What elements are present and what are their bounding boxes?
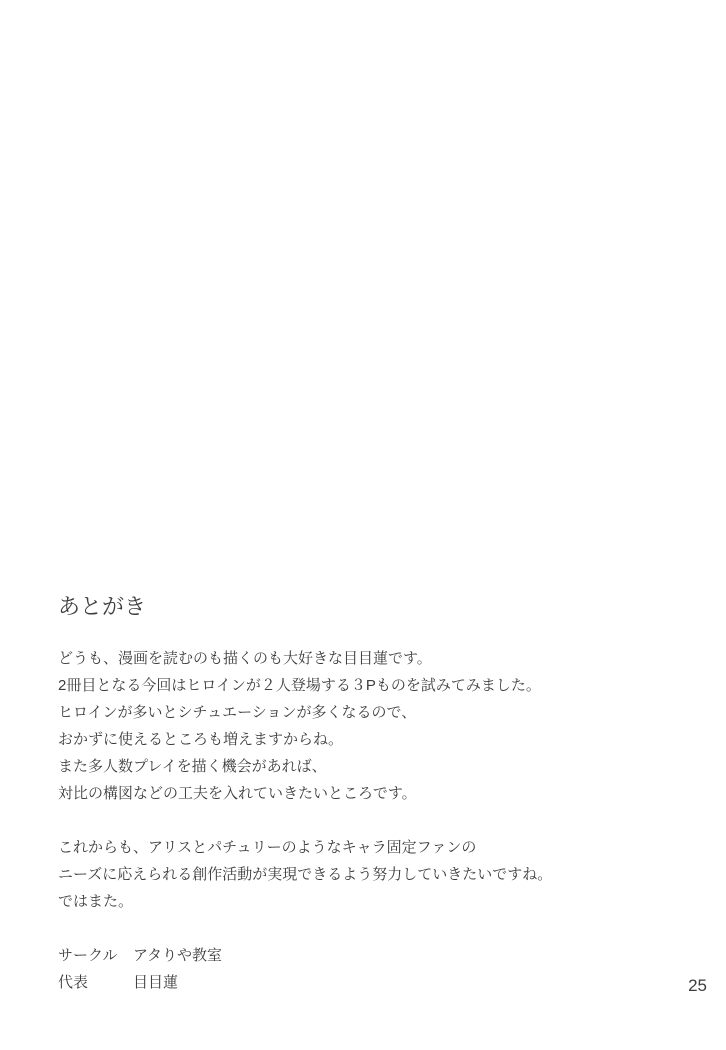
text-line: ニーズに応えられる創作活動が実現できるよう努力していきたいですね。 <box>58 866 553 883</box>
credit-value: 目目蓮 <box>133 974 179 991</box>
credit-label: サークル <box>58 947 118 964</box>
paragraph <box>58 834 668 915</box>
credit-row-circle <box>58 942 668 969</box>
afterword-content <box>58 591 668 996</box>
text-line: 2冊目となる今回はヒロインが２人登場する３Pものを試みてみました。 <box>58 677 541 694</box>
credit-label: 代表 <box>58 974 89 991</box>
text-line: ではまた。 <box>58 893 134 910</box>
text-line: 対比の構図などの工夫を入れていきたいところです。 <box>58 785 417 802</box>
text-line: これからも、アリスとパチュリーのようなキャラ固定ファンの <box>58 839 477 856</box>
page-number: 25 <box>688 976 707 995</box>
paragraph <box>58 645 668 807</box>
credit-row-representative <box>58 969 668 996</box>
text-line: どうも、漫画を読むのも描くのも大好きな目目蓮です。 <box>58 650 432 667</box>
credit-value: アタりや教室 <box>133 947 222 964</box>
text-line: おかずに使えるところも増えますからね。 <box>58 731 344 748</box>
page-title: あとがき <box>58 594 147 619</box>
text-line: ヒロインが多いとシチュエーションが多くなるので、 <box>58 704 417 721</box>
text-line: また多人数プレイを描く機会があれば、 <box>58 758 327 775</box>
credits-block <box>58 942 668 996</box>
